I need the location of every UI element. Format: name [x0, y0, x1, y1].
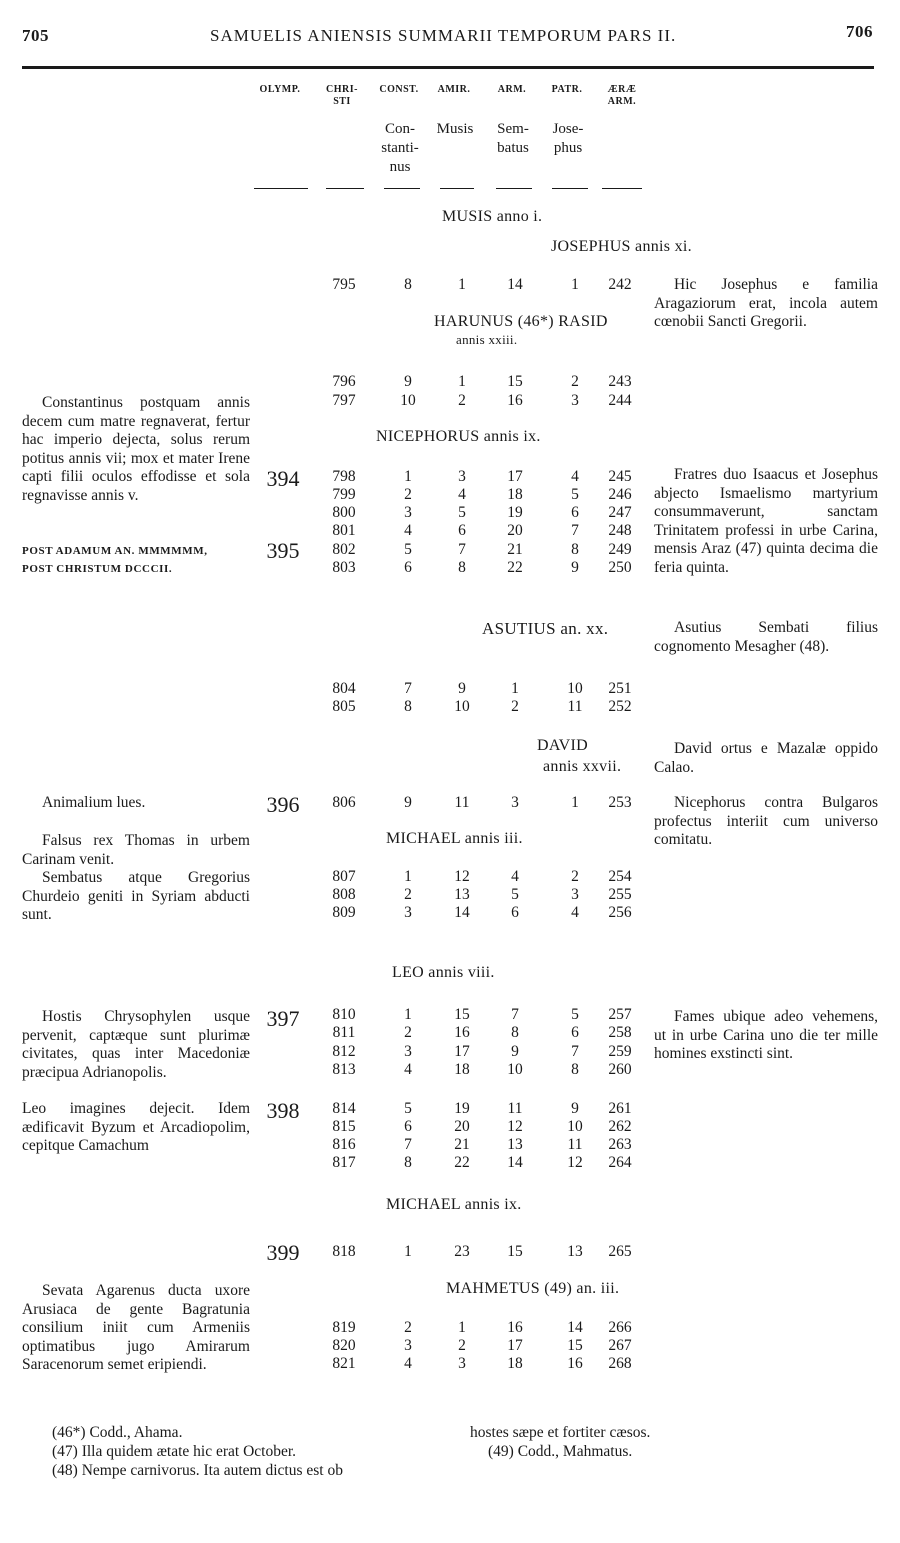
cell-christi: 803	[332, 559, 356, 576]
olympiad-number: 394	[266, 466, 300, 491]
cell-patr: 12	[567, 1154, 583, 1171]
cell-arm: 14	[507, 1154, 523, 1171]
note-sembatus: Sembatus atque Gregorius Churdeio geniti in Syriam abducti sunt.	[22, 869, 250, 923]
cell-const: 7	[404, 680, 412, 697]
cell-const: 2	[404, 886, 412, 903]
cell-patr: 9	[571, 1100, 579, 1117]
cell-aerae: 254	[608, 868, 632, 885]
cell-patr: 6	[571, 504, 579, 521]
cell-christi: 806	[332, 794, 356, 811]
ruler-harunus-years: annis xxiii.	[456, 332, 518, 347]
note-sevata: Sevata Agarenus ducta uxore Arusiaca de gente Bagratunia consilium iniit cum Armeniis optimatibus jugo Amirarum Saracenorum semet eripiendi.	[22, 1282, 250, 1373]
cell-arm: 13	[507, 1136, 523, 1153]
cell-christi: 802	[332, 541, 356, 558]
ruler-musis: MUSIS anno i.	[442, 208, 543, 225]
note-fames: Fames ubique adeo vehemens, ut in urbe Carina uno die ter mille homines exstincti sint.	[654, 1008, 878, 1062]
cell-christi: 816	[332, 1136, 356, 1153]
cell-patr: 16	[567, 1355, 583, 1372]
cell-christi: 801	[332, 522, 356, 539]
cell-const: 10	[400, 392, 416, 409]
cell-amir: 15	[454, 1006, 470, 1023]
note-hostis: Hostis Chrysophylen usque pervenit, captæque sunt plurimæ civitates, quas inter Macedoniæ præcipua Adrianopolis.	[22, 1008, 250, 1081]
note-constantinus: Constantinus postquam annis decem cum matre regnaverat, fertur hac imperio dejecta, solus rerum potitus annis vii; mox et mater Irene capti filii oculos effodisse et sola regnavisse annis v.	[22, 394, 250, 504]
cell-arm: 14	[507, 276, 523, 293]
cell-patr: 7	[571, 1043, 579, 1060]
cell-amir: 23	[454, 1243, 470, 1260]
cell-patr: 14	[567, 1319, 583, 1336]
cell-christi: 799	[332, 486, 356, 503]
footnote-49: (49) Codd., Mahmatus.	[488, 1443, 633, 1460]
ruler-david: DAVID	[537, 737, 588, 754]
cell-patr: 4	[571, 468, 579, 485]
cell-const: 9	[404, 794, 412, 811]
col-head-olymp: OLYMP.	[259, 84, 301, 95]
cell-const: 1	[404, 468, 412, 485]
col-rule	[384, 188, 420, 189]
cell-const: 6	[404, 559, 412, 576]
cell-arm: 4	[511, 868, 519, 885]
cell-patr: 8	[571, 1061, 579, 1078]
cell-christi: 797	[332, 392, 356, 409]
note-animalium: Animalium lues.	[42, 794, 146, 811]
cell-patr: 4	[571, 904, 579, 921]
cell-const: 2	[404, 1024, 412, 1041]
cell-christi: 815	[332, 1118, 356, 1135]
ruler-david-years: annis xxvii.	[543, 758, 622, 775]
cell-arm: 2	[511, 698, 519, 715]
cell-aerae: 259	[608, 1043, 632, 1060]
cell-arm: 11	[507, 1100, 523, 1117]
cell-aerae: 243	[608, 373, 632, 390]
cell-arm: 12	[507, 1118, 523, 1135]
cell-amir: 14	[454, 904, 470, 921]
cell-amir: 1	[458, 276, 466, 293]
cell-patr: 2	[571, 868, 579, 885]
cell-patr: 10	[567, 680, 583, 697]
cell-const: 5	[404, 541, 412, 558]
cell-aerae: 263	[608, 1136, 632, 1153]
cell-arm: 8	[511, 1024, 519, 1041]
cell-const: 8	[404, 1154, 412, 1171]
cell-aerae: 258	[608, 1024, 632, 1041]
col-head-amir: AMIR.	[437, 84, 471, 95]
cell-aerae: 246	[608, 486, 632, 503]
cell-christi: 805	[332, 698, 356, 715]
cell-christi: 814	[332, 1100, 356, 1117]
cell-patr: 3	[571, 392, 579, 409]
cell-aerae: 261	[608, 1100, 632, 1117]
cell-christi: 812	[332, 1043, 356, 1060]
olympiad-number: 396	[266, 792, 300, 817]
col-head-arm: ARM.	[497, 84, 527, 95]
footnote-48-continued: hostes sæpe et fortiter cæsos.	[470, 1424, 651, 1441]
note-post-adamum	[22, 542, 250, 578]
cell-aerae: 249	[608, 541, 632, 558]
cell-patr: 1	[571, 794, 579, 811]
col-head-christi: CHRI- STI	[326, 84, 358, 107]
cell-arm: 16	[507, 1319, 523, 1336]
cell-patr: 5	[571, 1006, 579, 1023]
cell-aerae: 256	[608, 904, 632, 921]
cell-const: 9	[404, 373, 412, 390]
cell-patr: 1	[571, 276, 579, 293]
cell-christi: 795	[332, 276, 356, 293]
cell-christi: 811	[332, 1024, 356, 1041]
cell-amir: 7	[458, 541, 466, 558]
table-row	[0, 680, 900, 698]
cell-amir: 1	[458, 1319, 466, 1336]
cell-christi: 807	[332, 868, 356, 885]
cell-const: 2	[404, 486, 412, 503]
note-post-christum-line: POST CHRISTUM DCCCII.	[22, 563, 173, 575]
col-rule	[552, 188, 588, 189]
note-fratres: Fratres duo Isaacus et Josephus abjecto Ismaelismo martyrium consummaverunt, sanctam Trinitatem professi in urbe Carina, mensis Araz (47) quinta decima die feria quinta.	[654, 466, 878, 576]
cell-christi: 821	[332, 1355, 356, 1372]
cell-patr: 5	[571, 486, 579, 503]
col-rule	[440, 188, 474, 189]
cell-amir: 19	[454, 1100, 470, 1117]
cell-amir: 8	[458, 559, 466, 576]
note-david: David ortus e Mazalæ oppido Calao.	[654, 740, 878, 776]
cell-aerae: 257	[608, 1006, 632, 1023]
ruler-nicephorus: NICEPHORUS annis ix.	[376, 428, 541, 445]
cell-amir: 2	[458, 392, 466, 409]
cell-const: 4	[404, 1355, 412, 1372]
cell-aerae: 264	[608, 1154, 632, 1171]
table-row	[0, 698, 900, 716]
cell-arm: 7	[511, 1006, 519, 1023]
cell-aerae: 265	[608, 1243, 632, 1260]
running-title: SAMUELIS ANIENSIS SUMMARII TEMPORUM PARS II.	[210, 26, 677, 45]
cell-arm: 18	[507, 1355, 523, 1372]
cell-arm: 15	[507, 373, 523, 390]
cell-patr: 3	[571, 886, 579, 903]
col-name-const: Con- stanti- nus	[381, 121, 419, 175]
cell-christi: 810	[332, 1006, 356, 1023]
table-row	[0, 373, 900, 391]
cell-const: 1	[404, 1006, 412, 1023]
cell-christi: 820	[332, 1337, 356, 1354]
cell-amir: 6	[458, 522, 466, 539]
cell-const: 8	[404, 276, 412, 293]
cell-amir: 21	[454, 1136, 470, 1153]
olympiad-number: 398	[266, 1098, 300, 1123]
cell-const: 3	[404, 1043, 412, 1060]
cell-arm: 1	[511, 680, 519, 697]
cell-aerae: 242	[608, 276, 632, 293]
col-head-const: CONST.	[379, 84, 419, 95]
cell-patr: 9	[571, 559, 579, 576]
cell-christi: 813	[332, 1061, 356, 1078]
cell-christi: 808	[332, 886, 356, 903]
cell-aerae: 268	[608, 1355, 632, 1372]
col-rule	[326, 188, 364, 189]
cell-const: 6	[404, 1118, 412, 1135]
cell-aerae: 245	[608, 468, 632, 485]
cell-amir: 5	[458, 504, 466, 521]
cell-christi: 809	[332, 904, 356, 921]
cell-arm: 17	[507, 1337, 523, 1354]
cell-amir: 3	[458, 468, 466, 485]
table-row	[0, 1154, 900, 1172]
cell-aerae: 244	[608, 392, 632, 409]
note-leo: Leo imagines dejecit. Idem ædificavit Byzum et Arcadiopolim, cepitque Camachum	[22, 1100, 250, 1154]
ruler-michael-2: MICHAEL annis ix.	[386, 1196, 522, 1213]
cell-amir: 2	[458, 1337, 466, 1354]
ruler-michael: MICHAEL annis iii.	[386, 830, 523, 847]
col-head-aerae: ÆRÆ ARM.	[607, 84, 637, 107]
cell-christi: 798	[332, 468, 356, 485]
cell-arm: 18	[507, 486, 523, 503]
cell-arm: 6	[511, 904, 519, 921]
footnote-48: (48) Nempe carnivorus. Ita autem dictus est ob	[52, 1462, 343, 1479]
cell-amir: 18	[454, 1061, 470, 1078]
col-name-amir: Musis	[436, 121, 474, 137]
col-name-arm: Sem- batus	[497, 121, 529, 156]
cell-amir: 1	[458, 373, 466, 390]
cell-patr: 15	[567, 1337, 583, 1354]
cell-const: 1	[404, 868, 412, 885]
cell-aerae: 267	[608, 1337, 632, 1354]
cell-arm: 17	[507, 468, 523, 485]
cell-amir: 12	[454, 868, 470, 885]
note-asutius: Asutius Sembati filius cognomento Mesagher (48).	[654, 619, 878, 655]
cell-amir: 22	[454, 1154, 470, 1171]
cell-amir: 13	[454, 886, 470, 903]
cell-christi: 817	[332, 1154, 356, 1171]
page-number-right: 706	[846, 22, 873, 41]
cell-aerae: 247	[608, 504, 632, 521]
cell-aerae: 252	[608, 698, 632, 715]
cell-patr: 11	[567, 1136, 583, 1153]
cell-christi: 800	[332, 504, 356, 521]
cell-const: 2	[404, 1319, 412, 1336]
cell-aerae: 266	[608, 1319, 632, 1336]
olympiad-number: 395	[266, 538, 300, 563]
table-row	[0, 1243, 900, 1261]
cell-amir: 4	[458, 486, 466, 503]
cell-christi: 818	[332, 1243, 356, 1260]
cell-patr: 13	[567, 1243, 583, 1260]
cell-patr: 6	[571, 1024, 579, 1041]
ruler-asutius: ASUTIUS an. xx.	[482, 619, 609, 638]
cell-const: 4	[404, 522, 412, 539]
cell-arm: 9	[511, 1043, 519, 1060]
col-head-patr: PATR.	[551, 84, 583, 95]
ruler-leo: LEO annis viii.	[392, 964, 495, 981]
olympiad-number: 399	[266, 1240, 300, 1265]
note-post-adamum-line: POST ADAMUM AN. MMMMMM,	[22, 545, 208, 557]
cell-amir: 17	[454, 1043, 470, 1060]
cell-const: 7	[404, 1136, 412, 1153]
footnote-47: (47) Illa quidem ætate hic erat October.	[52, 1443, 297, 1460]
note-josephus: Hic Josephus e familia Aragaziorum erat, incola autem cœnobii Sancti Gregorii.	[654, 276, 878, 330]
cell-patr: 2	[571, 373, 579, 390]
cell-arm: 20	[507, 522, 523, 539]
header-rule	[22, 66, 874, 69]
cell-amir: 3	[458, 1355, 466, 1372]
page-number-left: 705	[22, 26, 49, 45]
col-name-patr: Jose- phus	[552, 121, 584, 156]
cell-const: 3	[404, 504, 412, 521]
footnote-46: (46*) Codd., Ahama.	[52, 1424, 183, 1441]
cell-const: 5	[404, 1100, 412, 1117]
cell-const: 3	[404, 1337, 412, 1354]
cell-patr: 7	[571, 522, 579, 539]
cell-arm: 15	[507, 1243, 523, 1260]
cell-amir: 16	[454, 1024, 470, 1041]
cell-arm: 19	[507, 504, 523, 521]
note-nicephorus: Nicephorus contra Bulgaros profectus interiit cum universo comitatu.	[654, 794, 878, 848]
cell-aerae: 250	[608, 559, 632, 576]
cell-aerae: 255	[608, 886, 632, 903]
ruler-josephus: JOSEPHUS annis xi.	[551, 238, 692, 255]
cell-aerae: 251	[608, 680, 632, 697]
cell-aerae: 253	[608, 794, 632, 811]
note-falsus: Falsus rex Thomas in urbem Carinam venit.	[22, 832, 250, 868]
cell-aerae: 262	[608, 1118, 632, 1135]
cell-const: 8	[404, 698, 412, 715]
cell-christi: 804	[332, 680, 356, 697]
cell-aerae: 260	[608, 1061, 632, 1078]
cell-amir: 9	[458, 680, 466, 697]
col-rule	[602, 188, 642, 189]
col-rule	[254, 188, 308, 189]
cell-amir: 20	[454, 1118, 470, 1135]
cell-patr: 10	[567, 1118, 583, 1135]
olympiad-number: 397	[266, 1006, 300, 1031]
cell-aerae: 248	[608, 522, 632, 539]
cell-arm: 3	[511, 794, 519, 811]
cell-amir: 10	[454, 698, 470, 715]
cell-patr: 11	[567, 698, 583, 715]
col-rule	[496, 188, 532, 189]
ruler-harunus: HARUNUS (46*) RASID	[434, 313, 608, 330]
cell-arm: 5	[511, 886, 519, 903]
cell-arm: 22	[507, 559, 523, 576]
cell-amir: 11	[454, 794, 470, 811]
cell-const: 4	[404, 1061, 412, 1078]
cell-patr: 8	[571, 541, 579, 558]
cell-christi: 796	[332, 373, 356, 390]
cell-arm: 16	[507, 392, 523, 409]
cell-const: 3	[404, 904, 412, 921]
cell-arm: 21	[507, 541, 523, 558]
cell-arm: 10	[507, 1061, 523, 1078]
cell-const: 1	[404, 1243, 412, 1260]
ruler-mahmetus: MAHMETUS (49) an. iii.	[446, 1280, 620, 1297]
cell-christi: 819	[332, 1319, 356, 1336]
